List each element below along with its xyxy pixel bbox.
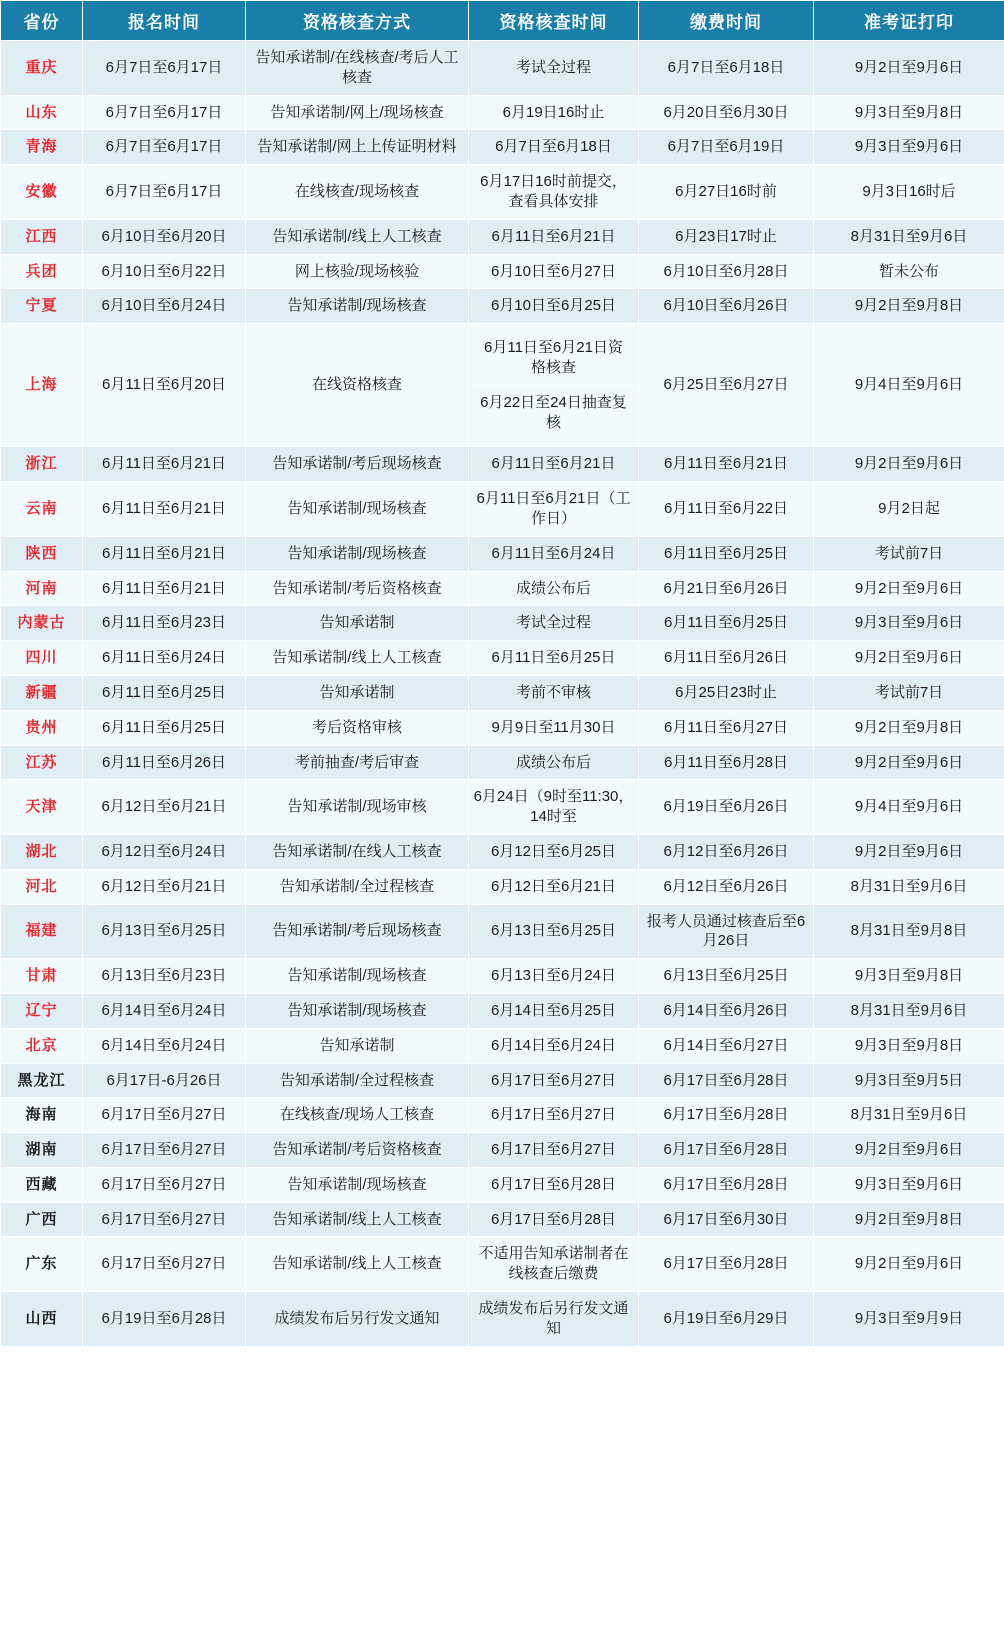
table-row <box>1 482 1004 537</box>
cell-signup-time: 6月17日至6月27日 <box>83 1167 246 1202</box>
table-row <box>1 571 1004 606</box>
cell-payment-time: 6月11日至6月22日 <box>639 482 814 537</box>
cell-verification-time: 6月13日至6月25日 <box>469 904 639 959</box>
cell-payment-time: 6月10日至6月28日 <box>639 254 814 289</box>
cell-verification-time: 考试全过程 <box>469 41 639 96</box>
cell-payment-time: 6月17日至6月28日 <box>639 1063 814 1098</box>
table-row <box>1 41 1004 96</box>
table-row <box>1 95 1004 130</box>
cell-province: 四川 <box>1 641 83 676</box>
cell-signup-time: 6月7日至6月17日 <box>83 95 246 130</box>
cell-province: 贵州 <box>1 710 83 745</box>
cell-province: 山东 <box>1 95 83 130</box>
cell-verification-time: 9月9日至11月30日 <box>469 710 639 745</box>
cell-province: 辽宁 <box>1 993 83 1028</box>
cell-verification-time: 6月17日至6月28日 <box>469 1202 639 1237</box>
cell-payment-time: 6月11日至6月28日 <box>639 745 814 780</box>
table-row <box>1 254 1004 289</box>
table-row <box>1 1237 1004 1292</box>
cell-verification-method: 告知承诺制/线上人工核查 <box>246 1202 469 1237</box>
cell-signup-time: 6月10日至6月24日 <box>83 289 246 324</box>
cell-signup-time: 6月11日至6月21日 <box>83 571 246 606</box>
cell-signup-time: 6月7日至6月17日 <box>83 130 246 165</box>
cell-verification-time: 6月11日至6月24日 <box>469 536 639 571</box>
cell-verification-time: 6月17日16时前提交，查看具体安排 <box>469 165 639 220</box>
cell-province: 广西 <box>1 1202 83 1237</box>
cell-signup-time: 6月17日至6月27日 <box>83 1098 246 1133</box>
cell-verification-method: 告知承诺制 <box>246 606 469 641</box>
cell-verification-method: 告知承诺制/网上上传证明材料 <box>246 130 469 165</box>
cell-verification-method: 告知承诺制/现场核查 <box>246 993 469 1028</box>
cell-payment-time: 6月11日至6月27日 <box>639 710 814 745</box>
cell-payment-time: 6月17日至6月28日 <box>639 1133 814 1168</box>
cell-verification-time: 6月14日至6月25日 <box>469 993 639 1028</box>
cell-verification-time: 成绩发布后另行发文通知 <box>469 1292 639 1347</box>
cell-verification-method: 告知承诺制/考后资格核查 <box>246 1133 469 1168</box>
cell-verification-time: 成绩公布后 <box>469 571 639 606</box>
cell-verification-method: 告知承诺制/现场核查 <box>246 482 469 537</box>
cell-verification-time: 6月17日至6月27日 <box>469 1063 639 1098</box>
cell-admit-card: 9月3日至9月6日 <box>814 1167 1004 1202</box>
table-row <box>1 289 1004 324</box>
cell-province: 上海 <box>1 324 83 447</box>
cell-admit-card: 8月31日至9月6日 <box>814 993 1004 1028</box>
cell-admit-card: 考试前7日 <box>814 536 1004 571</box>
table-row <box>1 606 1004 641</box>
cell-province: 甘肃 <box>1 959 83 994</box>
cell-province: 江西 <box>1 219 83 254</box>
cell-verification-method: 告知承诺制/在线核查/考后人工核查 <box>246 41 469 96</box>
table-row <box>1 447 1004 482</box>
cell-province: 安徽 <box>1 165 83 220</box>
cell-payment-time: 6月12日至6月26日 <box>639 834 814 869</box>
cell-admit-card: 9月3日至9月6日 <box>814 130 1004 165</box>
cell-province: 西藏 <box>1 1167 83 1202</box>
cell-province: 河南 <box>1 571 83 606</box>
cell-admit-card: 9月3日至9月8日 <box>814 1028 1004 1063</box>
table-row <box>1 1202 1004 1237</box>
cell-signup-time: 6月11日至6月21日 <box>83 536 246 571</box>
cell-verification-time: 6月17日至6月27日 <box>469 1133 639 1168</box>
cell-province: 山西 <box>1 1292 83 1347</box>
table-body <box>1 41 1004 1347</box>
cell-province: 新疆 <box>1 675 83 710</box>
cell-signup-time: 6月11日至6月23日 <box>83 606 246 641</box>
cell-signup-time: 6月14日至6月24日 <box>83 993 246 1028</box>
cell-payment-time: 6月13日至6月25日 <box>639 959 814 994</box>
cell-verification-time: 6月11日至6月25日 <box>469 641 639 676</box>
cell-admit-card: 9月2日至9月6日 <box>814 571 1004 606</box>
cell-province: 福建 <box>1 904 83 959</box>
cell-admit-card: 9月4日至9月6日 <box>814 780 1004 835</box>
table-row <box>1 834 1004 869</box>
cell-admit-card: 8月31日至9月6日 <box>814 1098 1004 1133</box>
cell-verification-method: 告知承诺制/线上人工核查 <box>246 1237 469 1292</box>
cell-verification-time: 6月11日至6月21日（工作日） <box>469 482 639 537</box>
cell-signup-time: 6月7日至6月17日 <box>83 41 246 96</box>
cell-admit-card: 9月2日至9月6日 <box>814 834 1004 869</box>
cell-province: 湖南 <box>1 1133 83 1168</box>
cell-verification-time: 成绩公布后 <box>469 745 639 780</box>
table-header <box>1 1 1004 41</box>
cell-verification-time: 6月17日至6月28日 <box>469 1167 639 1202</box>
column-header-verification-time: 资格核查时间 <box>469 1 639 41</box>
cell-signup-time: 6月17日至6月27日 <box>83 1133 246 1168</box>
cell-verification-method: 告知承诺制/考后现场核查 <box>246 447 469 482</box>
cell-verification-method: 告知承诺制/现场核查 <box>246 1167 469 1202</box>
table-row <box>1 710 1004 745</box>
cell-province: 内蒙古 <box>1 606 83 641</box>
cell-signup-time: 6月12日至6月21日 <box>83 869 246 904</box>
cell-signup-time: 6月7日至6月17日 <box>83 165 246 220</box>
cell-admit-card: 9月2日起 <box>814 482 1004 537</box>
cell-verification-method: 成绩发布后另行发文通知 <box>246 1292 469 1347</box>
cell-verification-time: 6月10日至6月27日 <box>469 254 639 289</box>
cell-payment-time: 6月10日至6月26日 <box>639 289 814 324</box>
cell-verification-method: 告知承诺制/全过程核查 <box>246 869 469 904</box>
cell-signup-time: 6月11日至6月20日 <box>83 324 246 447</box>
table-row <box>1 219 1004 254</box>
column-header-payment-time: 缴费时间 <box>639 1 814 41</box>
table-row <box>1 1098 1004 1133</box>
column-header-admit-card: 准考证打印 <box>814 1 1004 41</box>
cell-verification-time: 考前不审核 <box>469 675 639 710</box>
cell-payment-time: 6月19日至6月29日 <box>639 1292 814 1347</box>
table-row <box>1 641 1004 676</box>
cell-admit-card: 9月2日至9月6日 <box>814 641 1004 676</box>
cell-verification-time: 考试全过程 <box>469 606 639 641</box>
cell-province: 广东 <box>1 1237 83 1292</box>
cell-payment-time: 6月12日至6月26日 <box>639 869 814 904</box>
cell-payment-time: 6月17日至6月28日 <box>639 1167 814 1202</box>
cell-signup-time: 6月12日至6月24日 <box>83 834 246 869</box>
cell-payment-time: 6月17日至6月28日 <box>639 1237 814 1292</box>
table-row <box>1 993 1004 1028</box>
cell-verification-method: 告知承诺制/线上人工核查 <box>246 219 469 254</box>
cell-admit-card: 9月3日至9月6日 <box>814 606 1004 641</box>
table-row <box>1 165 1004 220</box>
cell-admit-card: 9月3日至9月9日 <box>814 1292 1004 1347</box>
cell-province: 云南 <box>1 482 83 537</box>
cell-payment-time: 6月19日至6月26日 <box>639 780 814 835</box>
cell-signup-time: 6月12日至6月21日 <box>83 780 246 835</box>
cell-verification-method: 在线资格核查 <box>246 324 469 447</box>
cell-admit-card: 9月2日至9月8日 <box>814 1202 1004 1237</box>
cell-verification-method: 告知承诺制/在线人工核查 <box>246 834 469 869</box>
cell-payment-time: 6月25日23时止 <box>639 675 814 710</box>
cell-admit-card: 8月31日至9月6日 <box>814 869 1004 904</box>
cell-verification-method: 告知承诺制/现场核查 <box>246 536 469 571</box>
cell-verification-time: 6月12日至6月25日 <box>469 834 639 869</box>
cell-payment-time: 报考人员通过核查后至6月26日 <box>639 904 814 959</box>
cell-admit-card: 8月31日至9月6日 <box>814 219 1004 254</box>
cell-admit-card: 9月2日至9月6日 <box>814 1237 1004 1292</box>
cell-payment-time: 6月7日至6月18日 <box>639 41 814 96</box>
cell-signup-time: 6月11日至6月21日 <box>83 447 246 482</box>
cell-verification-method: 告知承诺制/现场核查 <box>246 959 469 994</box>
cell-verification-method: 考后资格审核 <box>246 710 469 745</box>
cell-province: 海南 <box>1 1098 83 1133</box>
cell-admit-card: 9月2日至9月6日 <box>814 745 1004 780</box>
cell-verification-time: 6月19日16时止 <box>469 95 639 130</box>
cell-signup-time: 6月13日至6月25日 <box>83 904 246 959</box>
cell-verification-time: 6月11日至6月21日 <box>469 447 639 482</box>
cell-verification-method: 考前抽查/考后审查 <box>246 745 469 780</box>
cell-payment-time: 6月17日至6月28日 <box>639 1098 814 1133</box>
table-row <box>1 1133 1004 1168</box>
cell-signup-time: 6月17日-6月26日 <box>83 1063 246 1098</box>
table-row <box>1 745 1004 780</box>
table-row <box>1 869 1004 904</box>
table-row <box>1 130 1004 165</box>
cell-verification-time: 6月13日至6月24日 <box>469 959 639 994</box>
cell-verification-time: 6月17日至6月27日 <box>469 1098 639 1133</box>
cell-payment-time: 6月21日至6月26日 <box>639 571 814 606</box>
table-row <box>1 1292 1004 1347</box>
cell-province: 河北 <box>1 869 83 904</box>
cell-verification-time: 6月10日至6月25日 <box>469 289 639 324</box>
cell-verification-method: 告知承诺制/考后资格核查 <box>246 571 469 606</box>
cell-verification-time-part: 6月22日至24日抽查复核 <box>480 393 627 431</box>
cell-province: 宁夏 <box>1 289 83 324</box>
header-row <box>1 1 1004 41</box>
table-row <box>1 324 1004 447</box>
cell-province: 浙江 <box>1 447 83 482</box>
cell-signup-time: 6月14日至6月24日 <box>83 1028 246 1063</box>
cell-verification-method: 告知承诺制 <box>246 1028 469 1063</box>
cell-verification-method: 在线核查/现场人工核查 <box>246 1098 469 1133</box>
cell-province: 北京 <box>1 1028 83 1063</box>
cell-signup-time: 6月11日至6月21日 <box>83 482 246 537</box>
cell-admit-card: 暂未公布 <box>814 254 1004 289</box>
cell-verification-time: 不适用告知承诺制者在线核查后缴费 <box>469 1237 639 1292</box>
cell-payment-time: 6月17日至6月30日 <box>639 1202 814 1237</box>
cell-verification-time: 6月12日至6月21日 <box>469 869 639 904</box>
cell-admit-card: 9月2日至9月6日 <box>814 447 1004 482</box>
cell-payment-time: 6月23日17时止 <box>639 219 814 254</box>
column-header-province: 省份 <box>1 1 83 41</box>
cell-verification-method: 告知承诺制/现场审核 <box>246 780 469 835</box>
cell-province: 兵团 <box>1 254 83 289</box>
cell-admit-card: 9月2日至9月8日 <box>814 710 1004 745</box>
cell-admit-card: 9月3日至9月8日 <box>814 959 1004 994</box>
column-header-signup-time: 报名时间 <box>83 1 246 41</box>
cell-signup-time: 6月10日至6月22日 <box>83 254 246 289</box>
table-row <box>1 1028 1004 1063</box>
cell-verification-time <box>469 324 639 447</box>
cell-province: 江苏 <box>1 745 83 780</box>
cell-province: 青海 <box>1 130 83 165</box>
cell-payment-time: 6月14日至6月27日 <box>639 1028 814 1063</box>
cell-admit-card: 9月3日16时后 <box>814 165 1004 220</box>
cell-signup-time: 6月11日至6月25日 <box>83 675 246 710</box>
table-row <box>1 904 1004 959</box>
cell-province: 天津 <box>1 780 83 835</box>
cell-payment-time: 6月7日至6月19日 <box>639 130 814 165</box>
table-row <box>1 675 1004 710</box>
cell-admit-card: 9月3日至9月8日 <box>814 95 1004 130</box>
cell-verification-time: 6月11日至6月21日 <box>469 219 639 254</box>
cell-admit-card: 8月31日至9月8日 <box>814 904 1004 959</box>
cell-admit-card: 9月2日至9月8日 <box>814 289 1004 324</box>
cell-verification-time: 6月7日至6月18日 <box>469 130 639 165</box>
cell-province: 黑龙江 <box>1 1063 83 1098</box>
cell-verification-method: 网上核验/现场核验 <box>246 254 469 289</box>
cell-payment-time: 6月11日至6月26日 <box>639 641 814 676</box>
cell-admit-card: 9月2日至9月6日 <box>814 1133 1004 1168</box>
table-row <box>1 1167 1004 1202</box>
cell-admit-card: 9月3日至9月5日 <box>814 1063 1004 1098</box>
cell-signup-time: 6月11日至6月26日 <box>83 745 246 780</box>
cell-verification-method: 告知承诺制/考后现场核查 <box>246 904 469 959</box>
cell-payment-time: 6月11日至6月25日 <box>639 536 814 571</box>
cell-payment-time: 6月20日至6月30日 <box>639 95 814 130</box>
cell-province: 湖北 <box>1 834 83 869</box>
cell-signup-time: 6月17日至6月27日 <box>83 1237 246 1292</box>
column-header-verification-method: 资格核查方式 <box>246 1 469 41</box>
cell-payment-time: 6月25日至6月27日 <box>639 324 814 447</box>
cell-province: 重庆 <box>1 41 83 96</box>
cell-signup-time: 6月13日至6月23日 <box>83 959 246 994</box>
cell-province: 陕西 <box>1 536 83 571</box>
cell-payment-time: 6月11日至6月25日 <box>639 606 814 641</box>
cell-verification-method: 告知承诺制/线上人工核查 <box>246 641 469 676</box>
cell-verification-method: 告知承诺制 <box>246 675 469 710</box>
cell-payment-time: 6月11日至6月21日 <box>639 447 814 482</box>
table-row <box>1 536 1004 571</box>
cell-admit-card: 考试前7日 <box>814 675 1004 710</box>
cell-verification-method: 告知承诺制/网上/现场核查 <box>246 95 469 130</box>
table-row <box>1 1063 1004 1098</box>
cell-signup-time: 6月17日至6月27日 <box>83 1202 246 1237</box>
cell-verification-time: 6月24日（9时至11:30，14时至 <box>469 780 639 835</box>
table-row <box>1 780 1004 835</box>
cell-payment-time: 6月27日16时前 <box>639 165 814 220</box>
cell-verification-time-part: 6月11日至6月21日资格核查 <box>473 331 634 386</box>
cell-signup-time: 6月11日至6月24日 <box>83 641 246 676</box>
cell-verification-method: 在线核查/现场核查 <box>246 165 469 220</box>
cell-signup-time: 6月11日至6月25日 <box>83 710 246 745</box>
cell-verification-method: 告知承诺制/全过程核查 <box>246 1063 469 1098</box>
table-row <box>1 959 1004 994</box>
cell-signup-time: 6月19日至6月28日 <box>83 1292 246 1347</box>
cell-payment-time: 6月14日至6月26日 <box>639 993 814 1028</box>
cell-signup-time: 6月10日至6月20日 <box>83 219 246 254</box>
cell-verification-time: 6月14日至6月24日 <box>469 1028 639 1063</box>
cell-admit-card: 9月4日至9月6日 <box>814 324 1004 447</box>
cell-admit-card: 9月2日至9月6日 <box>814 41 1004 96</box>
cell-verification-method: 告知承诺制/现场核查 <box>246 289 469 324</box>
